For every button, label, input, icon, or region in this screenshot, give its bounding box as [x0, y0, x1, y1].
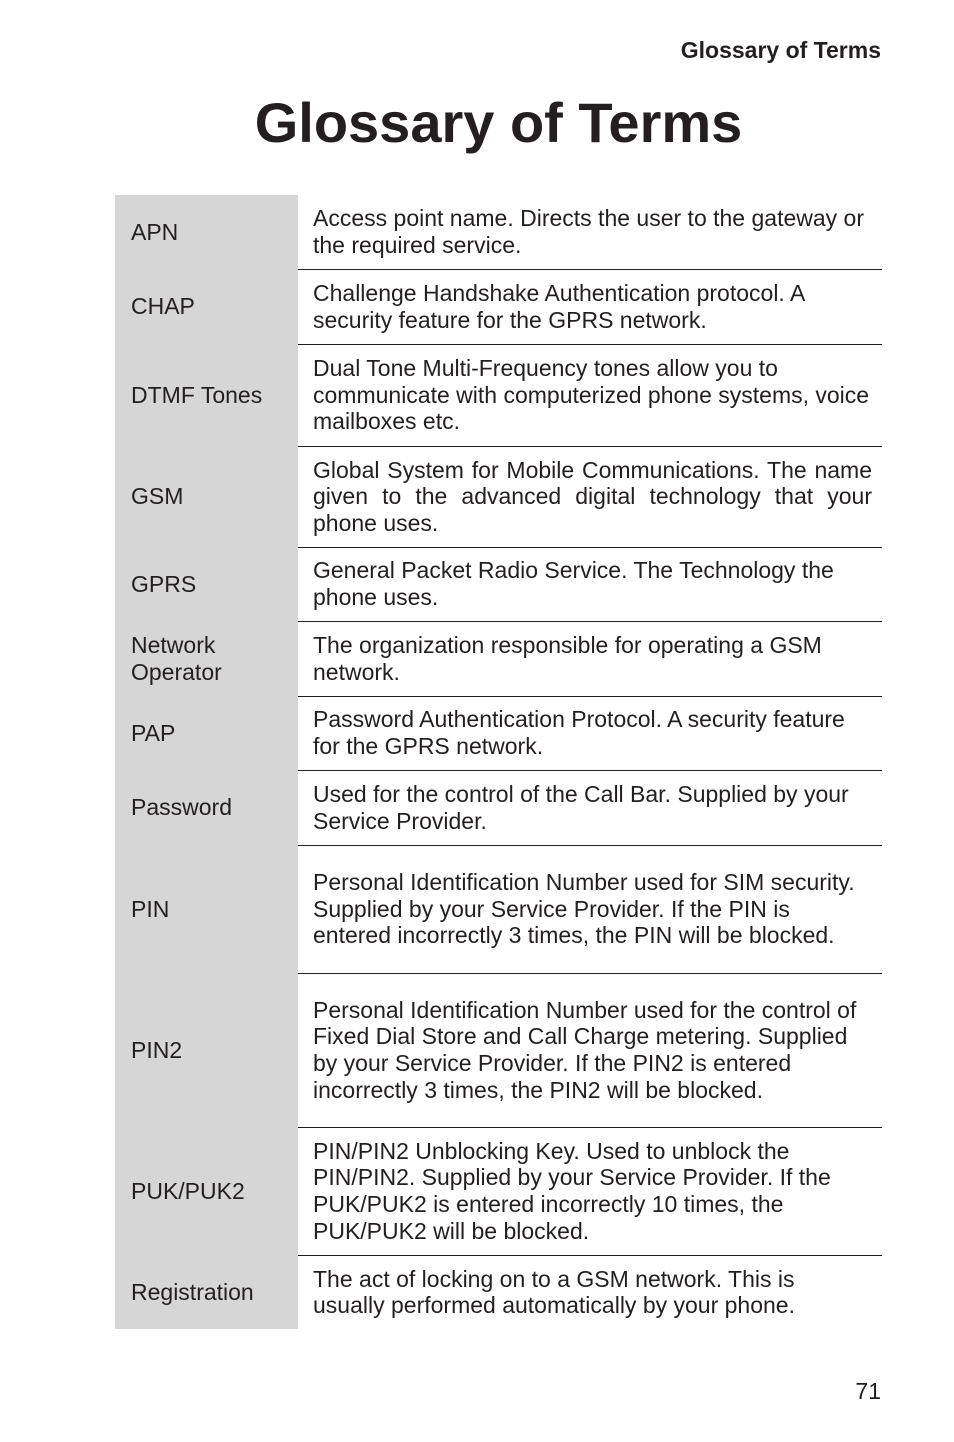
glossary-row-pin2	[115, 973, 882, 1127]
glossary-row-chap	[115, 269, 882, 344]
glossary-definition: Used for the control of the Call Bar. Supplied by your Service Provider.	[298, 770, 882, 845]
glossary-term: DTMF Tones	[115, 344, 298, 446]
glossary-table	[115, 195, 882, 1329]
glossary-term: GSM	[115, 446, 298, 547]
glossary-row-password	[115, 770, 882, 845]
glossary-term: PIN2	[115, 973, 298, 1127]
glossary-row-pin	[115, 845, 882, 973]
running-header: Glossary of Terms	[680, 37, 881, 63]
glossary-definition: Global System for Mobile Communications. The name given to the advanced digital technology that your phone uses.	[298, 446, 882, 547]
glossary-definition: Password Authentication Protocol. A security feature for the GPRS network.	[298, 696, 882, 770]
glossary-term: Network Operator	[115, 621, 298, 696]
glossary-term: CHAP	[115, 269, 298, 344]
glossary-definition: Personal Identification Number used for SIM security. Supplied by your Service Provider. If the PIN is entered incorrectly 3 times, the PIN will be blocked.	[298, 845, 882, 973]
page-number: 71	[855, 1378, 881, 1404]
glossary-term: Registration	[115, 1255, 298, 1329]
glossary-row-dtmf-tones	[115, 344, 882, 446]
glossary-definition: General Packet Radio Service. The Technology the phone uses.	[298, 547, 882, 621]
glossary-definition: Challenge Handshake Authentication protocol. A security feature for the GPRS network.	[298, 269, 882, 344]
glossary-definition: Access point name. Directs the user to the gateway or the required service.	[298, 195, 882, 269]
glossary-term: APN	[115, 195, 298, 269]
glossary-term: PIN	[115, 845, 298, 973]
glossary-definition: Personal Identification Number used for the control of Fixed Dial Store and Call Charge metering. Supplied by your Service Provider. If the PIN2 is entered incorrectly 3 times, the PIN2 will be blocked.	[298, 973, 882, 1127]
glossary-term: Password	[115, 770, 298, 845]
glossary-row-pap	[115, 696, 882, 770]
glossary-row-apn	[115, 195, 882, 269]
glossary-definition: PIN/PIN2 Unblocking Key. Used to unblock the PIN/PIN2. Supplied by your Service Provider. If the PUK/PUK2 is entered incorrectly 10 times, the PUK/PUK2 will be blocked.	[298, 1127, 882, 1255]
glossary-definition: The organization responsible for operating a GSM network.	[298, 621, 882, 696]
glossary-row-puk-puk2	[115, 1127, 882, 1255]
glossary-definition: The act of locking on to a GSM network. This is usually performed automatically by your phone.	[313, 1265, 795, 1319]
glossary-term: PAP	[115, 696, 298, 770]
glossary-definition: Dual Tone Multi-Frequency tones allow you to communicate with computerized phone systems, voice mailboxes etc.	[298, 344, 882, 446]
glossary-term: PUK/PUK2	[115, 1127, 298, 1255]
glossary-term: GPRS	[115, 547, 298, 621]
glossary-row-network-operator	[115, 621, 882, 696]
glossary-row-registration	[115, 1255, 882, 1329]
page-title: Glossary of Terms	[254, 91, 743, 154]
glossary-row-gprs	[115, 547, 882, 621]
glossary-row-gsm	[115, 446, 882, 547]
